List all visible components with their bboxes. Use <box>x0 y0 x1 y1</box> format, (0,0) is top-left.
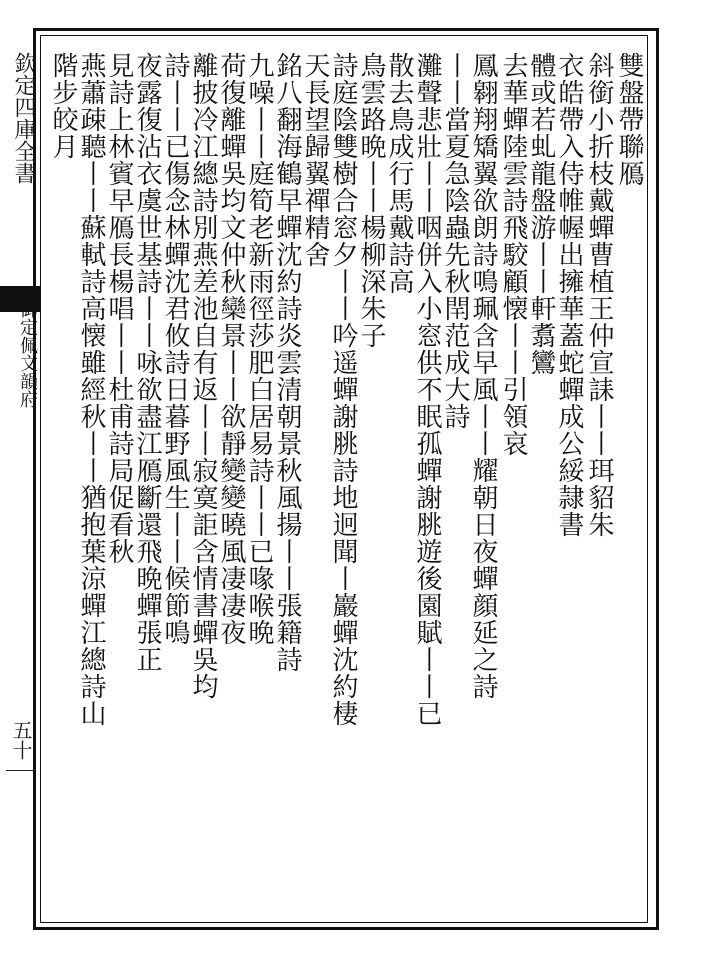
text-column: 鳳翱翔矯翼欲朗詩鳴珮含早風丨丨耀朝日夜蟬顔延之詩 <box>468 52 498 700</box>
text-column: 離披冷江總詩別燕差池自有返丨丨寂寞詎含情書蟬吳均 <box>188 52 218 700</box>
page-number-rule <box>6 770 34 771</box>
text-column: 夜露復沾衣虞世基詩丨丨咏欲盡江鴈斷還飛晩蟬張正 <box>132 52 162 673</box>
text-column: 斜銜小折枝戴蟬曹植王仲宣誄丨丨珥貂朱 <box>584 52 614 538</box>
text-column: 階步皎月 <box>48 52 78 160</box>
book-title-margin: 欽定四庫全書 <box>11 52 36 184</box>
text-column: 灘聲悲壯丨丨咽併入小窓供不眠孤蟬謝脁遊後園賦丨丨已 <box>412 52 442 727</box>
sub-title-margin: 御定佩文韻府 <box>17 300 38 408</box>
text-column: 詩丨丨已傷念林蟬沈君攸詩日暮野風生丨丨候節鳴 <box>160 52 190 646</box>
text-column: 衣皓帶入侍帷幄出擁華蓋蛇蟬成公綏隷書 <box>554 52 584 538</box>
text-column: 荷復離蟬吳均文仲秋欒景丨丨欲靜變變曉風凄凄夜 <box>216 52 246 646</box>
text-column: 散去鳥成行馬戴詩高 <box>384 52 414 295</box>
text-column: 天長望歸翼禪精舍 <box>300 52 330 268</box>
text-column: 雙盤帶聯鴈 <box>614 52 644 187</box>
text-column: 丨丨當夏急陰蟲先秋閈范成大詩 <box>440 52 470 430</box>
text-column: 銘八翻海鶴早蟬沈約詩炎雲清朝景秋風揚丨丨張籍詩 <box>272 52 302 673</box>
text-column: 鳥雲路晩丨丨楊柳深朱子 <box>356 52 386 349</box>
text-column: 體或若虬龍盤游丨丨軒翥鸞 <box>526 52 556 376</box>
text-column: 九噪丨丨庭筍老新雨徑莎肥白居易詩丨丨已喙喉晩 <box>244 52 274 646</box>
page-number: 五十 <box>9 720 33 760</box>
text-column: 去華蟬陸雲詩飛駮顧懐丨丨引領哀 <box>498 52 528 457</box>
text-column: 詩庭陰雙樹合窓夕丨丨吟遥蟬謝脁詩地迥聞丨巖蟬沈約棲 <box>328 52 358 727</box>
text-column: 見詩上林賓早鴈長楊唱丨丨杜甫詩局促看秋 <box>104 52 134 565</box>
text-column: 燕蕭疎聽丨丨蘇軾詩高懐雖經秋丨丨猶抱葉涼蟬江總詩山 <box>76 52 106 727</box>
